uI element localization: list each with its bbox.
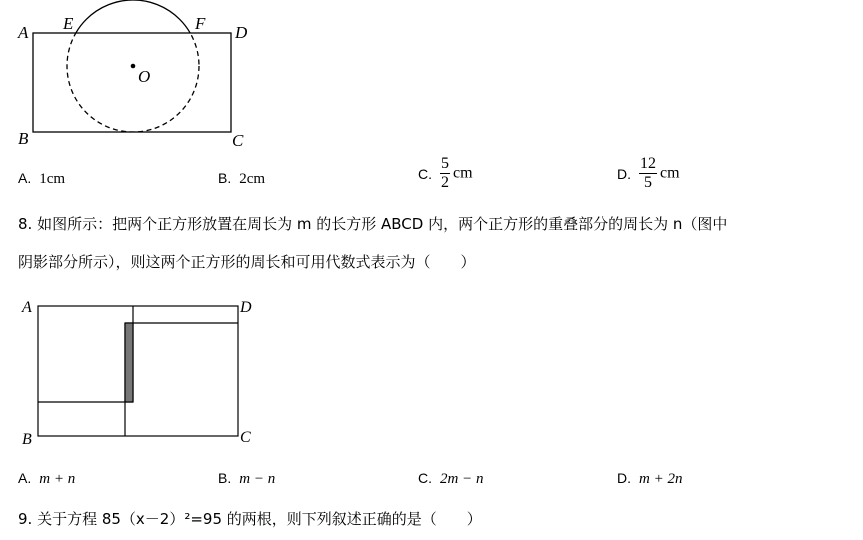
q7-option-a-key: A. xyxy=(18,170,32,186)
q8-option-a-value: m + n xyxy=(39,471,76,487)
q7-option-d-key: D. xyxy=(617,165,631,182)
label-c: C xyxy=(240,429,251,446)
q7-option-c-key: C. xyxy=(418,165,432,182)
q8-line-2: 阴影部分所示），则这两个正方形的周长和可用代数式表示为（ ） xyxy=(18,253,476,271)
q8-option-a-key: A. xyxy=(18,470,32,486)
q7-option-c[interactable] xyxy=(418,156,473,191)
q8-option-c-key: C. xyxy=(418,470,432,486)
figure-rectangle-circle xyxy=(0,0,270,150)
q7-option-d-fraction xyxy=(639,156,657,191)
label-a: A xyxy=(18,23,29,42)
q8-option-d-value: m + 2n xyxy=(639,471,683,487)
label-d: D xyxy=(235,23,248,42)
q7-option-c-fraction xyxy=(440,156,450,191)
q8-option-d[interactable] xyxy=(617,470,682,488)
q7-option-a[interactable] xyxy=(18,170,65,188)
q7-option-b-key: B. xyxy=(218,170,232,186)
label-o: O xyxy=(138,67,151,86)
q7-option-a-value: 1cm xyxy=(39,171,66,187)
label-d: D xyxy=(240,299,252,316)
q9-text: 9. 关于方程 85（x－2）²=95 的两根，则下列叙述正确的是（ ） xyxy=(18,510,482,528)
q7-option-d-denominator: 5 xyxy=(644,174,652,191)
q7-option-d[interactable] xyxy=(617,156,680,191)
label-c: C xyxy=(232,131,244,150)
overlap-shaded-region xyxy=(125,323,133,402)
figure-rectangle-squares xyxy=(0,290,270,450)
label-e: E xyxy=(63,14,74,33)
q7-option-d-unit: cm xyxy=(660,164,680,182)
q8-option-c-value: 2m − n xyxy=(440,471,484,487)
label-b: B xyxy=(18,129,29,148)
q8-option-b-key: B. xyxy=(218,470,232,486)
q7-option-c-denominator: 2 xyxy=(441,174,449,191)
q7-option-b[interactable] xyxy=(218,170,265,188)
q8-option-d-key: D. xyxy=(617,470,631,486)
label-b: B xyxy=(22,431,32,448)
q7-option-c-unit: cm xyxy=(453,164,473,182)
q8-option-b-value: m − n xyxy=(239,471,276,487)
q7-option-b-value: 2cm xyxy=(239,171,266,187)
q8-line-1: 8. 如图所示：把两个正方形放置在周长为 m 的长方形 ABCD 内，两个正方形的重叠部分的周长为 n（图中 xyxy=(18,215,728,233)
label-f: F xyxy=(195,14,206,33)
q8-option-a[interactable] xyxy=(18,470,75,488)
q7-option-c-numerator: 5 xyxy=(441,155,449,172)
label-a: A xyxy=(22,299,32,316)
rectangle-abcd xyxy=(33,33,231,132)
center-point xyxy=(131,64,136,69)
q8-option-b[interactable] xyxy=(218,470,275,488)
q8-option-c[interactable] xyxy=(418,470,483,488)
rectangle-abcd xyxy=(38,306,238,436)
q7-option-d-numerator: 12 xyxy=(640,155,656,172)
